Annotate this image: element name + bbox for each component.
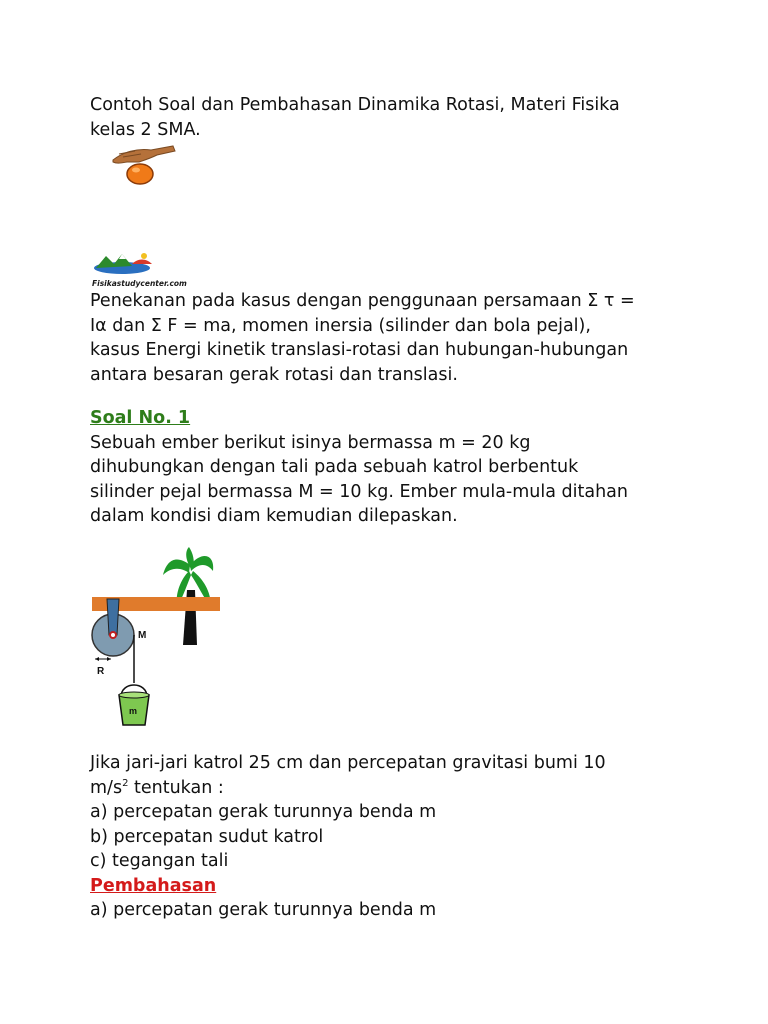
intro-title-line-1: Contoh Soal dan Pembahasan Dinamika Rotasi, Materi Fisika [90,95,620,115]
soal-line-3: silinder pejal bermassa M = 10 kg. Ember mula-mula ditahan [90,481,628,502]
soal-line-1: Sebuah ember berikut isinya bermassa m = 20 kg [90,432,531,453]
soal-section [90,406,650,529]
hand-ball-illustration [105,142,180,186]
question-block [90,751,650,923]
label-R: R [97,666,105,677]
palm-tree-icon [163,547,213,645]
description-line-3: kasus Energi kinetik translasi-rotasi dan hubungan-hubungan [90,340,629,360]
soal-line-4: dalam kondisi diam kemudian dilepaskan. [90,506,458,526]
question-item-a: a) percepatan gerak turunnya benda m [90,802,437,822]
logo-landscape-icon [92,250,162,274]
label-M: M [138,630,147,641]
pembahasan-first-line: a) percepatan gerak turunnya benda m [90,900,437,920]
question-unit-sup: 2 [122,777,129,789]
description-line-2: Iα dan Σ F = ma, momen inersia (silinder dan bola pejal), [90,315,591,336]
question-item-c: c) tegangan tali [90,851,229,871]
description-line-4: antara besaran gerak rotasi dan translasi. [90,364,458,385]
soal-heading: Soal No. 1 [90,408,191,428]
pembahasan-heading: Pembahasan [90,875,217,896]
question-unit: m/s [90,777,123,798]
soal-line-2: dihubungkan dengan tali pada sebuah katrol berbentuk [90,457,579,477]
logo-text: Fisikastudycenter.com [92,279,187,288]
site-logo [92,250,202,286]
pulley-diagram [85,545,225,730]
bucket-icon [119,685,149,725]
description-line-1: Penekanan pada kasus dengan penggunaan persamaan Σ τ = [90,291,635,311]
intro-title [90,93,650,142]
label-m: m [129,706,138,716]
intro-title-line-2: kelas 2 SMA. [90,119,201,140]
question-line-1: Jika jari-jari katrol 25 cm dan percepatan gravitasi bumi 10 [90,753,606,773]
question-tail: tentukan : [128,777,224,798]
question-item-b: b) percepatan sudut katrol [90,826,324,847]
intro-description [90,289,650,387]
